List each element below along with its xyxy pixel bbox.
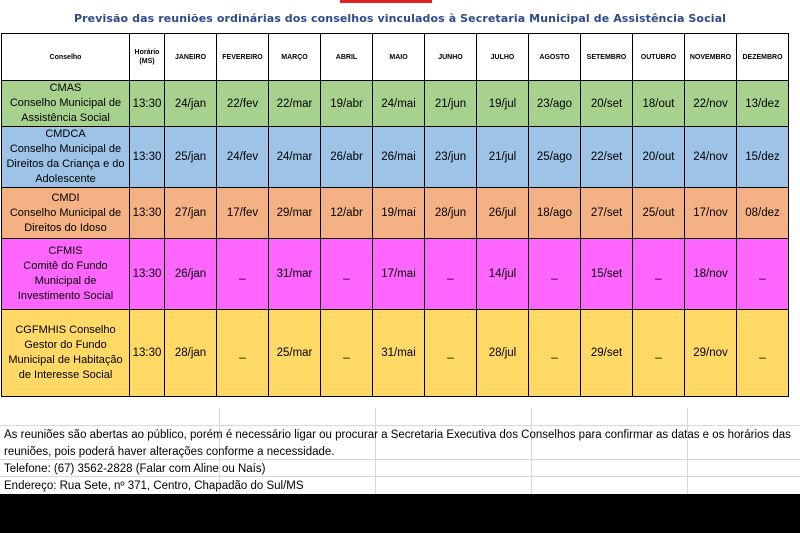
- meeting-time: 13:30: [130, 127, 165, 188]
- column-header: OUTUBRO: [633, 34, 685, 81]
- meeting-time: 13:30: [130, 188, 165, 239]
- column-header: JANEIRO: [165, 34, 217, 81]
- meeting-date: 22/fev: [217, 81, 269, 127]
- meeting-time: 13:30: [130, 310, 165, 397]
- council-name: CFMIS Comitê do Fundo Municipal de Investimento Social: [2, 239, 130, 310]
- meeting-date: 15/dez: [737, 127, 789, 188]
- meeting-date: 23/ago: [529, 81, 581, 127]
- meeting-date: 18/out: [633, 81, 685, 127]
- meeting-date: 28/jun: [425, 188, 477, 239]
- meeting-date: 27/set: [581, 188, 633, 239]
- meeting-date: 19/abr: [321, 81, 373, 127]
- meeting-date: 26/jan: [165, 239, 217, 310]
- meeting-date: 14/jul: [477, 239, 529, 310]
- meeting-date: 28/jan: [165, 310, 217, 397]
- meeting-date: 29/set: [581, 310, 633, 397]
- footer-notes: [4, 427, 796, 494]
- table-row: [2, 188, 789, 239]
- meeting-date: 23/jun: [425, 127, 477, 188]
- meeting-date: 20/set: [581, 81, 633, 127]
- column-header: MAIO: [373, 34, 425, 81]
- meeting-date: 17/mai: [373, 239, 425, 310]
- table-row: [2, 81, 789, 127]
- column-header: MARÇO: [269, 34, 321, 81]
- column-header: JULHO: [477, 34, 529, 81]
- meeting-date: 27/jan: [165, 188, 217, 239]
- meeting-time: 13:30: [130, 239, 165, 310]
- meeting-date: _: [425, 310, 477, 397]
- meeting-date: 19/mai: [373, 188, 425, 239]
- council-name: CMDI Conselho Municipal de Direitos do Idoso: [2, 188, 130, 239]
- meeting-date: 12/abr: [321, 188, 373, 239]
- council-name: CGFMHIS Conselho Gestor do Fundo Municipal de Habitação de Interesse Social: [2, 310, 130, 397]
- meeting-date: _: [737, 310, 789, 397]
- meeting-date: 29/mar: [269, 188, 321, 239]
- meeting-date: _: [217, 310, 269, 397]
- meeting-date: 25/mar: [269, 310, 321, 397]
- meeting-date: _: [217, 239, 269, 310]
- meeting-date: 24/fev: [217, 127, 269, 188]
- table-row: [2, 310, 789, 397]
- meeting-date: 31/mai: [373, 310, 425, 397]
- meeting-date: _: [321, 239, 373, 310]
- column-header: NOVEMBRO: [685, 34, 737, 81]
- meeting-date: 25/out: [633, 188, 685, 239]
- column-header: SETEMBRO: [581, 34, 633, 81]
- meeting-date: 22/nov: [685, 81, 737, 127]
- meeting-date: 26/abr: [321, 127, 373, 188]
- gridline: [0, 425, 800, 426]
- meeting-date: 24/nov: [685, 127, 737, 188]
- meeting-date: 15/set: [581, 239, 633, 310]
- meeting-date: 18/nov: [685, 239, 737, 310]
- column-header: AGOSTO: [529, 34, 581, 81]
- meeting-date: 22/set: [581, 127, 633, 188]
- meeting-date: _: [529, 239, 581, 310]
- footer-address: Endereço: Rua Sete, nº 371, Centro, Chapadão do Sul/MS: [4, 480, 304, 492]
- meeting-time: 13:30: [130, 81, 165, 127]
- column-header: JUNHO: [425, 34, 477, 81]
- meeting-date: 08/dez: [737, 188, 789, 239]
- council-name: CMAS Conselho Municipal de Assistência Social: [2, 81, 130, 127]
- meeting-date: 24/mar: [269, 127, 321, 188]
- footer-notice: As reuniões são abertas ao público, porém é necessário ligar ou procurar a Secretaria Executiva dos Conselhos para confirmar as datas e os horários das reuniões, pois poderá haver alterações conforme a necessidade.: [4, 429, 791, 458]
- column-header: DEZEMBRO: [737, 34, 789, 81]
- meeting-date: 25/ago: [529, 127, 581, 188]
- title-banner: [340, 0, 432, 3]
- table-header-row: [2, 34, 789, 81]
- column-header: Conselho: [2, 34, 130, 81]
- council-name: CMDCA Conselho Municipal de Direitos da Criança e do Adolescente: [2, 127, 130, 188]
- meeting-date: _: [737, 239, 789, 310]
- page-subtitle: Previsão das reuniões ordinárias dos conselhos vinculados à Secretaria Municipal de Assistência Social: [74, 12, 726, 25]
- meeting-date: 13/dez: [737, 81, 789, 127]
- meeting-date: 17/nov: [685, 188, 737, 239]
- meetings-table: [1, 33, 789, 397]
- column-header: Horário (MS): [130, 34, 165, 81]
- table-row: [2, 239, 789, 310]
- meeting-date: _: [425, 239, 477, 310]
- meeting-date: 20/out: [633, 127, 685, 188]
- meeting-date: _: [633, 239, 685, 310]
- meeting-date: 22/mar: [269, 81, 321, 127]
- meeting-date: _: [529, 310, 581, 397]
- meeting-date: _: [321, 310, 373, 397]
- meeting-date: _: [633, 310, 685, 397]
- meeting-date: 17/fev: [217, 188, 269, 239]
- meeting-date: 24/jan: [165, 81, 217, 127]
- meeting-date: 21/jul: [477, 127, 529, 188]
- footer-phone: Telefone: (67) 3562-2828 (Falar com Aline ou Naís): [4, 463, 266, 475]
- meeting-date: 25/jan: [165, 127, 217, 188]
- meeting-date: 19/jul: [477, 81, 529, 127]
- meeting-date: 26/mai: [373, 127, 425, 188]
- meeting-date: 31/mar: [269, 239, 321, 310]
- column-header: ABRIL: [321, 34, 373, 81]
- meeting-date: 24/mai: [373, 81, 425, 127]
- column-header: FEVEREIRO: [217, 34, 269, 81]
- table-row: [2, 127, 789, 188]
- meeting-date: 29/nov: [685, 310, 737, 397]
- meeting-date: 28/jul: [477, 310, 529, 397]
- meeting-date: 26/jul: [477, 188, 529, 239]
- meeting-date: 18/ago: [529, 188, 581, 239]
- meeting-date: 21/jun: [425, 81, 477, 127]
